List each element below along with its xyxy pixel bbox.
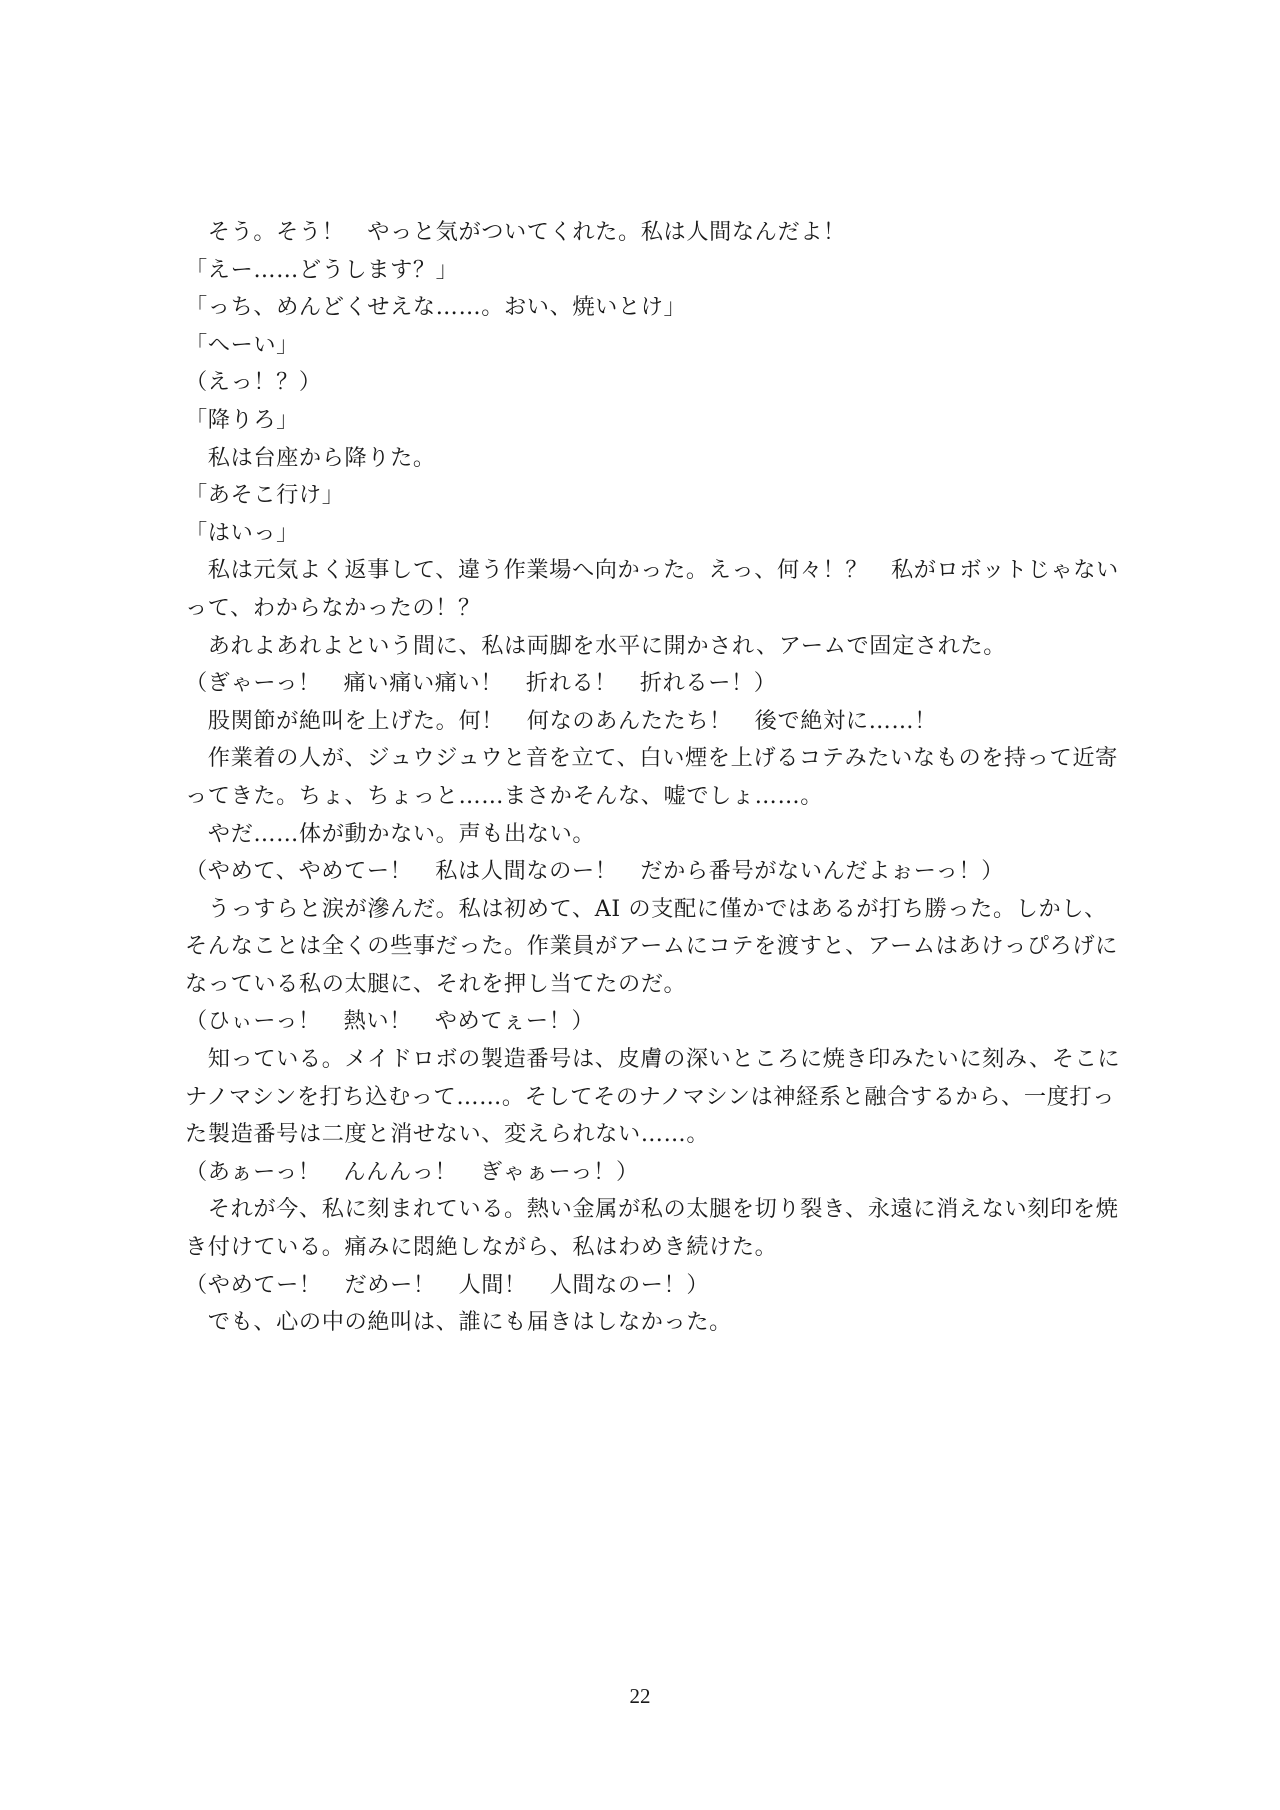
text-line: き付けている。痛みに悶絶しながら、私はわめき続けた。 <box>185 1234 778 1261</box>
text-line: 作業着の人が、ジュウジュウと音を立て、白い煙を上げるコテみたいなものを持って近寄 <box>185 745 1118 772</box>
text-line: （あぁーっ！ んんんっ！ ぎゃぁーっ！） <box>185 1158 639 1185</box>
text-line: 「っち、めんどくせえな……。おい、焼いとけ」 <box>185 294 687 321</box>
text-line: ナノマシンを打ち込むって……。そしてそのナノマシンは神経系と融合するから、一度打っ <box>185 1083 1116 1110</box>
text-line: あれよあれよという間に、私は両脚を水平に開かされ、アームで固定された。 <box>185 632 1007 659</box>
text-line: なっている私の太腿に、それを押し当てたのだ。 <box>185 970 687 997</box>
text-line: （ぎゃーっ！ 痛い痛い痛い！ 折れる！ 折れるー！） <box>185 670 777 697</box>
text-line: 「あそこ行け」 <box>185 482 345 509</box>
text-line: うっすらと涙が滲んだ。私は初めて、AI の支配に僅かではあるが打ち勝った。しかし、 <box>185 895 1107 922</box>
text-line: って、わからなかったの！？ <box>185 594 481 621</box>
text-line: ってきた。ちょ、ちょっと……まさかそんな、嘘でしょ……。 <box>185 782 824 809</box>
text-line: （えっ！？） <box>185 369 322 396</box>
text-line: 「えー……どうします？」 <box>185 256 459 283</box>
text-line: 「降りろ」 <box>185 406 299 433</box>
text-line: 私は元気よく返事して、違う作業場へ向かった。えっ、何々！？ 私がロボットじゃない <box>185 557 1119 584</box>
text-line: そんなことは全くの些事だった。作業員がアームにコテを渡すと、アームはあけっぴろげに <box>185 933 1118 960</box>
page-number: 22 <box>629 1684 651 1708</box>
text-line: やだ……体が動かない。声も出ない。 <box>185 820 596 847</box>
text-line: （やめてー！ だめー！ 人間！ 人間なのー！） <box>185 1271 710 1298</box>
text-line: でも、心の中の絶叫は、誰にも届きはしなかった。 <box>185 1309 732 1336</box>
body-text <box>185 214 1121 1342</box>
text-line: 知っている。メイドロボの製造番号は、皮膚の深いところに焼き印みたいに刻み、そこに <box>185 1046 1121 1073</box>
text-line: そう。そう！ やっと気がついてくれた。私は人間なんだよ！ <box>185 219 846 245</box>
text-line: （やめて、やめてー！ 私は人間なのー！ だから番号がないんだよぉーっ！） <box>185 858 1005 885</box>
text-line: （ひぃーっ！ 熱い！ やめてぇー！） <box>185 1008 595 1035</box>
text-line: 私は台座から降りた。 <box>185 444 436 471</box>
text-line: 「はいっ」 <box>185 519 299 546</box>
text-line: 股関節が絶叫を上げた。何！ 何なのあんたたち！ 後で絶対に……！ <box>185 707 937 734</box>
text-line: それが今、私に刻まれている。熱い金属が私の太腿を切り裂き、永遠に消えない刻印を焼 <box>185 1196 1119 1223</box>
text-line: 「へーい」 <box>185 331 299 358</box>
text-line: た製造番号は二度と消せない、変えられない……。 <box>185 1121 710 1148</box>
